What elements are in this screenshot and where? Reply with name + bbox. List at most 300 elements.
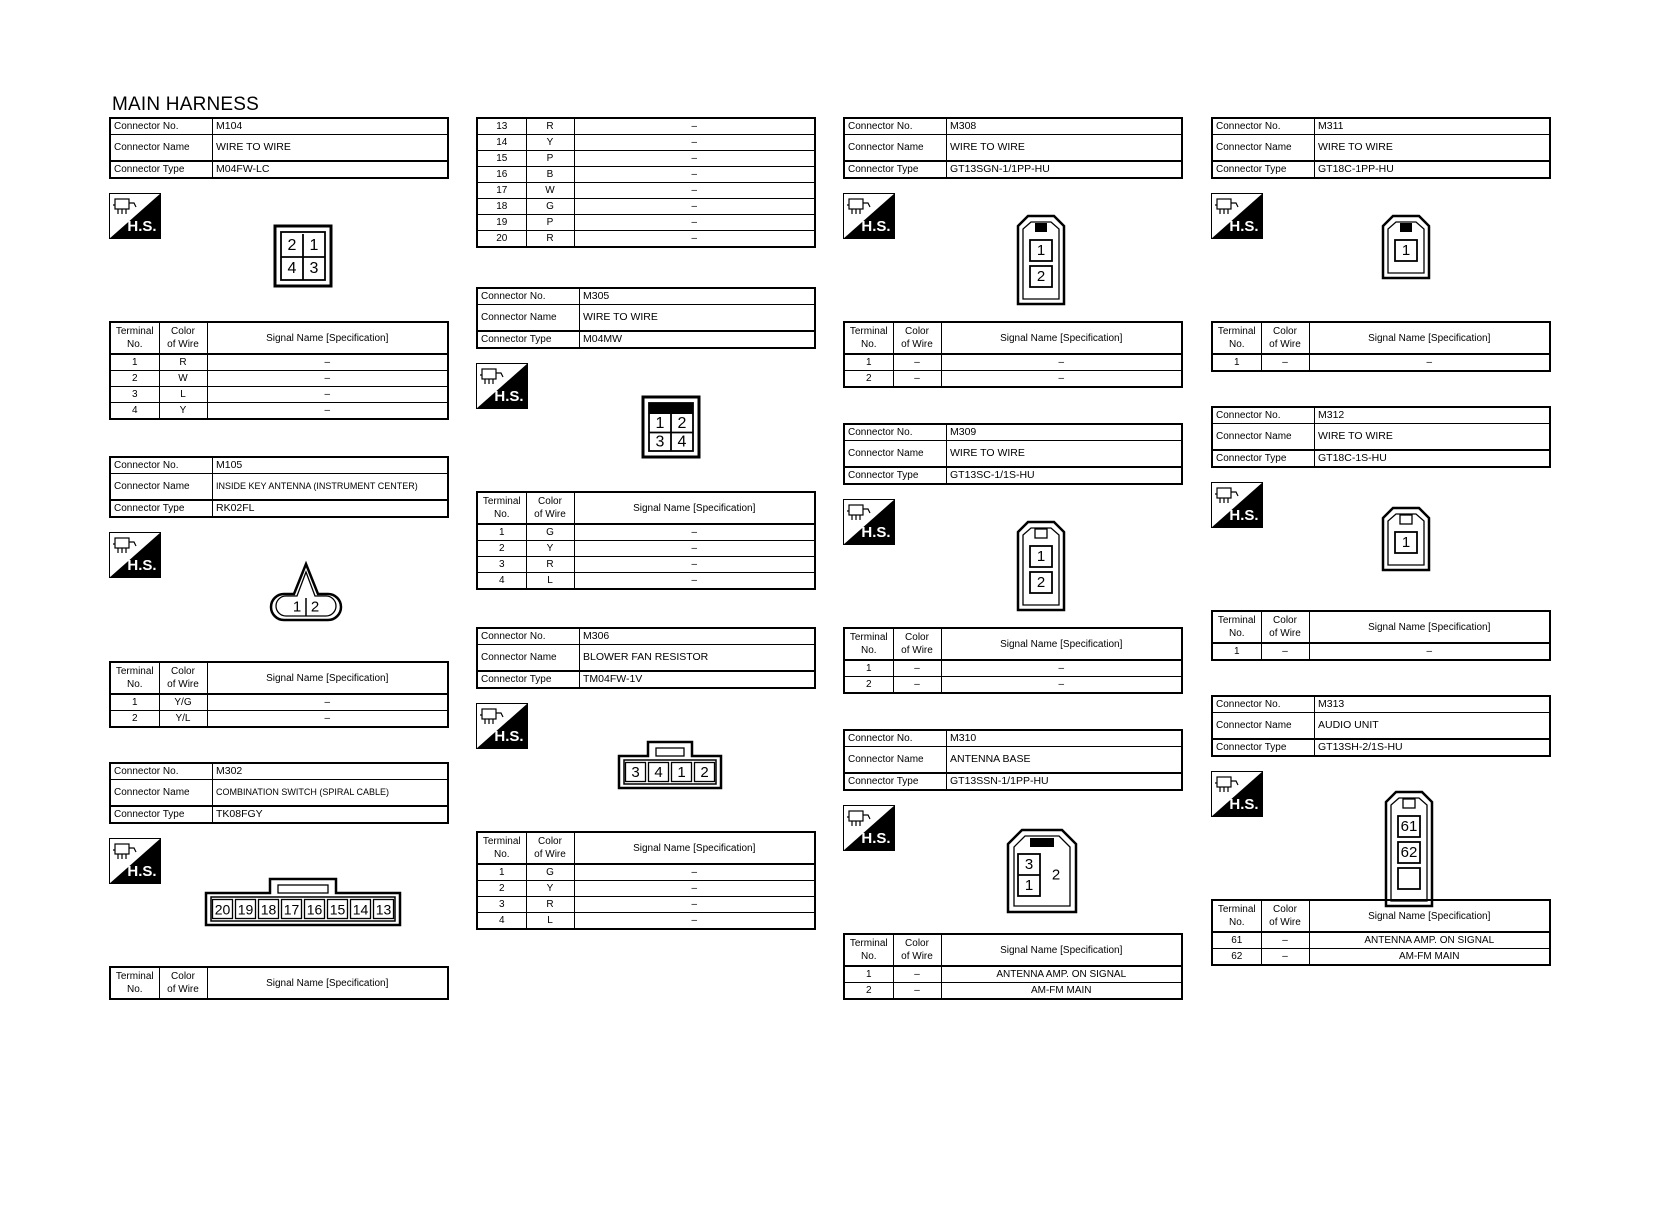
connector-name-value: WIRE TO WIRE — [947, 441, 1183, 468]
connector-face-2x2 — [641, 395, 701, 459]
signal-name-header: Signal Name [Specification] — [941, 322, 1182, 354]
connector-info-table — [843, 423, 1183, 485]
connector-name-label: Connector Name — [844, 135, 947, 162]
connector-name-label: Connector Name — [844, 747, 947, 774]
signal-name: – — [207, 403, 448, 420]
color-header-line1: Color — [538, 836, 562, 847]
terminal-header-line2: No. — [860, 951, 877, 962]
wire-color: R — [526, 118, 574, 135]
color-header-line1: Color — [905, 326, 929, 337]
signal-name: – — [207, 387, 448, 403]
cavity-number: 61 — [1400, 818, 1418, 835]
connector-type-value: GT13SGN-1/1PP-HU — [947, 161, 1183, 178]
terminal-row — [477, 557, 815, 573]
terminal-header-line2: No. — [860, 339, 877, 350]
connector-face-row-m302 — [204, 877, 402, 927]
terminal-number: 61 — [1212, 932, 1261, 949]
signal-name-header: Signal Name [Specification] — [1309, 611, 1550, 643]
terminal-row — [477, 864, 815, 881]
terminal-header-line2: No. — [126, 339, 143, 350]
terminal-header-line1: Terminal — [849, 938, 888, 949]
signal-name: – — [574, 524, 815, 541]
connector-name-row — [477, 305, 815, 332]
connector-name-label: Connector Name — [110, 474, 213, 501]
connector-no-value: M105 — [213, 457, 449, 474]
terminal-table — [109, 966, 449, 1000]
wire-color: – — [1261, 932, 1309, 949]
connector-face-vertical — [1016, 518, 1066, 612]
terminal-number: 4 — [110, 403, 159, 420]
connector-name-label: Connector Name — [844, 441, 947, 468]
terminal-row — [477, 881, 815, 897]
color-header-line1: Color — [1273, 326, 1297, 337]
terminal-row — [844, 354, 1182, 371]
terminal-row — [477, 913, 815, 930]
connector-info-table — [109, 456, 449, 518]
color-header-line2: of Wire — [1269, 339, 1301, 350]
signal-name: – — [574, 167, 815, 183]
color-of-wire-header — [1261, 900, 1309, 932]
color-header-line1: Color — [538, 496, 562, 507]
connector-name-row — [110, 474, 448, 501]
signal-name-header: Signal Name [Specification] — [1309, 322, 1550, 354]
connector-no-row — [1212, 118, 1550, 135]
terminal-row — [477, 541, 815, 557]
connector-type-row — [1212, 739, 1550, 756]
wire-color: – — [1261, 354, 1309, 371]
color-of-wire-header — [1261, 322, 1309, 354]
terminal-number: 2 — [844, 983, 893, 1000]
connector-info-table — [843, 117, 1183, 179]
connector-type-label: Connector Type — [110, 161, 213, 178]
connector-info-table — [843, 729, 1183, 791]
connector-type-value: M04MW — [580, 331, 816, 348]
connector-name-value: WIRE TO WIRE — [213, 135, 449, 162]
connector-type-row — [844, 161, 1182, 178]
terminal-no-header — [110, 322, 159, 354]
wire-color: G — [526, 524, 574, 541]
connector-type-label: Connector Type — [844, 773, 947, 790]
connector-no-row — [110, 118, 448, 135]
terminal-row — [477, 151, 815, 167]
wire-color: – — [893, 660, 941, 677]
terminal-number: 14 — [477, 135, 526, 151]
terminal-table — [843, 933, 1183, 1000]
wire-color: R — [526, 231, 574, 248]
wire-color: – — [1261, 949, 1309, 966]
cavity-number: 4 — [654, 764, 663, 781]
cavity-number: 4 — [677, 433, 687, 451]
hs-label: H.S. — [1229, 218, 1259, 235]
signal-name: AM-FM MAIN — [1309, 949, 1550, 966]
wire-color: B — [526, 167, 574, 183]
terminal-row — [477, 231, 815, 248]
connector-face-2x2 — [273, 224, 333, 288]
signal-name-header: Signal Name [Specification] — [941, 934, 1182, 966]
terminal-table-header — [1212, 900, 1550, 932]
connector-name-label: Connector Name — [1212, 713, 1315, 740]
wire-color: L — [159, 387, 207, 403]
wire-color: – — [893, 371, 941, 388]
terminal-row — [477, 135, 815, 151]
connector-latch — [1400, 223, 1412, 232]
page-title: MAIN HARNESS — [112, 94, 260, 115]
connector-no-value: M311 — [1315, 118, 1551, 135]
terminal-table — [476, 831, 816, 930]
connector-name-row — [844, 135, 1182, 162]
terminal-table-header — [110, 662, 448, 694]
color-of-wire-header — [1261, 611, 1309, 643]
signal-name: – — [941, 677, 1182, 694]
connector-type-row — [110, 161, 448, 178]
terminal-header-line2: No. — [126, 679, 143, 690]
signal-name: – — [207, 354, 448, 371]
connector-name-value: ANTENNA BASE — [947, 747, 1183, 774]
terminal-header-line2: No. — [1228, 917, 1245, 928]
connector-no-label: Connector No. — [477, 628, 580, 645]
connector-no-value: M312 — [1315, 407, 1551, 424]
connector-type-row — [1212, 161, 1550, 178]
signal-name: – — [574, 573, 815, 590]
color-of-wire-header — [159, 662, 207, 694]
connector-no-row — [844, 118, 1182, 135]
cavity-number: 1 — [1024, 877, 1034, 894]
terminal-row — [110, 354, 448, 371]
wire-color: R — [526, 897, 574, 913]
connector-type-row — [1212, 450, 1550, 467]
connector-type-value: GT13SH-2/1S-HU — [1315, 739, 1551, 756]
terminal-number: 2 — [844, 677, 893, 694]
connector-name-value: WIRE TO WIRE — [1315, 424, 1551, 451]
connector-no-value: M308 — [947, 118, 1183, 135]
connector-name-value: COMBINATION SWITCH (SPIRAL CABLE) — [213, 780, 449, 807]
color-of-wire-header — [893, 934, 941, 966]
signal-name: – — [574, 864, 815, 881]
signal-name: – — [574, 541, 815, 557]
wire-color: Y — [526, 135, 574, 151]
terminal-no-header — [844, 628, 893, 660]
wire-color: Y/G — [159, 694, 207, 711]
wire-color: P — [526, 151, 574, 167]
terminal-header-line1: Terminal — [115, 666, 154, 677]
wire-color: – — [893, 677, 941, 694]
color-of-wire-header — [159, 322, 207, 354]
terminal-number: 1 — [1212, 354, 1261, 371]
connector-name-label: Connector Name — [110, 135, 213, 162]
connector-type-row — [110, 500, 448, 517]
connector-type-value: GT13SC-1/1S-HU — [947, 467, 1183, 484]
connector-face-triangle — [268, 560, 344, 626]
connector-name-value: WIRE TO WIRE — [947, 135, 1183, 162]
cavity-number: 14 — [352, 901, 369, 918]
color-header-line1: Color — [905, 632, 929, 643]
terminal-header-line2: No. — [860, 645, 877, 656]
terminal-row — [477, 573, 815, 590]
terminal-number: 4 — [477, 573, 526, 590]
connector-no-label: Connector No. — [1212, 118, 1315, 135]
color-header-line2: of Wire — [901, 951, 933, 962]
connector-latch — [1030, 838, 1054, 847]
terminal-row — [110, 711, 448, 728]
cavity-number: 2 — [287, 237, 297, 254]
terminal-number: 19 — [477, 215, 526, 231]
connector-type-label: Connector Type — [110, 806, 213, 823]
signal-name: ANTENNA AMP. ON SIGNAL — [1309, 932, 1550, 949]
connector-no-value: M313 — [1315, 696, 1551, 713]
connector-name-row — [844, 441, 1182, 468]
terminal-header-line1: Terminal — [482, 496, 521, 507]
harness-side-icon — [476, 363, 528, 409]
connector-no-label: Connector No. — [110, 763, 213, 780]
wire-color: – — [893, 354, 941, 371]
harness-side-icon — [843, 499, 895, 545]
connector-name-value: AUDIO UNIT — [1315, 713, 1551, 740]
terminal-table — [1211, 610, 1551, 661]
terminal-no-header — [477, 492, 526, 524]
connector-name-row — [1212, 424, 1550, 451]
wire-color: Y/L — [159, 711, 207, 728]
terminal-header-line1: Terminal — [115, 326, 154, 337]
connector-no-row — [477, 628, 815, 645]
terminal-number: 18 — [477, 199, 526, 215]
terminal-header-line2: No. — [493, 509, 510, 520]
connector-no-label: Connector No. — [1212, 696, 1315, 713]
terminal-number: 1 — [477, 524, 526, 541]
terminal-number: 62 — [1212, 949, 1261, 966]
wire-color: Y — [526, 541, 574, 557]
cavity-number: 13 — [375, 901, 392, 918]
cavity-number: 1 — [655, 414, 665, 432]
signal-name: – — [574, 118, 815, 135]
connector-no-row — [1212, 407, 1550, 424]
terminal-row — [1212, 643, 1550, 660]
signal-name: – — [574, 913, 815, 930]
wire-color: Y — [159, 403, 207, 420]
wire-color: W — [159, 371, 207, 387]
connector-no-value: M104 — [213, 118, 449, 135]
terminal-table — [843, 321, 1183, 388]
connector-no-label: Connector No. — [110, 457, 213, 474]
connector-no-value: M302 — [213, 763, 449, 780]
connector-type-value: GT13SSN-1/1PP-HU — [947, 773, 1183, 790]
connector-name-row — [844, 747, 1182, 774]
connector-no-row — [477, 288, 815, 305]
terminal-row — [477, 118, 815, 135]
terminal-row — [844, 983, 1182, 1000]
terminal-number: 1 — [1212, 643, 1261, 660]
terminal-header-line1: Terminal — [1217, 615, 1256, 626]
connector-type-label: Connector Type — [477, 671, 580, 688]
terminal-number: 3 — [110, 387, 159, 403]
connector-name-label: Connector Name — [477, 305, 580, 332]
terminal-no-header — [1212, 322, 1261, 354]
cavity-number: 1 — [1401, 534, 1411, 551]
hs-label: H.S. — [127, 557, 157, 574]
cavity-number: 1 — [677, 764, 686, 781]
terminal-no-header — [844, 322, 893, 354]
harness-side-icon — [843, 193, 895, 239]
terminal-row — [477, 897, 815, 913]
connector-type-row — [844, 773, 1182, 790]
cavity-number: 19 — [237, 901, 254, 918]
wire-color: P — [526, 215, 574, 231]
terminal-table-header — [1212, 322, 1550, 354]
color-header-line2: of Wire — [1269, 917, 1301, 928]
connector-type-value: TM04FW-1V — [580, 671, 816, 688]
connector-info-table — [476, 627, 816, 689]
hs-label: H.S. — [861, 218, 891, 235]
harness-side-icon — [1211, 193, 1263, 239]
signal-name: – — [574, 881, 815, 897]
connector-no-row — [844, 730, 1182, 747]
terminal-table-header — [844, 628, 1182, 660]
terminal-header-line2: No. — [126, 984, 143, 995]
connector-face-vertical — [1381, 504, 1431, 572]
connector-info-table — [1211, 695, 1551, 757]
color-header-line2: of Wire — [534, 509, 566, 520]
signal-name: – — [1309, 643, 1550, 660]
connector-type-row — [477, 331, 815, 348]
cavity-number: 2 — [700, 764, 709, 781]
hs-label: H.S. — [861, 830, 891, 847]
wire-color: L — [526, 913, 574, 930]
connector-type-row — [477, 671, 815, 688]
connector-type-label: Connector Type — [110, 500, 213, 517]
connector-face-vertical — [1381, 212, 1431, 280]
connector-name-value: WIRE TO WIRE — [580, 305, 816, 332]
connector-latch — [649, 403, 693, 414]
terminal-row — [477, 215, 815, 231]
connector-name-row — [1212, 713, 1550, 740]
harness-side-icon — [109, 193, 161, 239]
wire-color: G — [526, 864, 574, 881]
cavity-number: 1 — [292, 598, 302, 616]
connector-type-value: GT18C-1PP-HU — [1315, 161, 1551, 178]
wire-color: – — [893, 966, 941, 983]
hs-label: H.S. — [494, 388, 524, 405]
terminal-number: 4 — [477, 913, 526, 930]
connector-no-row — [844, 424, 1182, 441]
terminal-number: 2 — [844, 371, 893, 388]
harness-side-icon — [1211, 771, 1263, 817]
wire-color: G — [526, 199, 574, 215]
connector-face-vertical — [1384, 788, 1434, 908]
terminal-table-header — [1212, 611, 1550, 643]
cavity-number: 1 — [1401, 242, 1411, 259]
hs-label: H.S. — [494, 728, 524, 745]
connector-no-value: M306 — [580, 628, 816, 645]
connector-type-value: M04FW-LC — [213, 161, 449, 178]
cavity-number: 2 — [1036, 268, 1046, 285]
terminal-row — [477, 199, 815, 215]
connector-no-row — [110, 457, 448, 474]
terminal-table — [109, 321, 449, 420]
connector-name-row — [110, 135, 448, 162]
connector-no-row — [110, 763, 448, 780]
connector-no-value: M305 — [580, 288, 816, 305]
terminal-header-line1: Terminal — [482, 836, 521, 847]
connector-type-label: Connector Type — [477, 331, 580, 348]
signal-name: – — [574, 151, 815, 167]
terminal-table — [476, 491, 816, 590]
terminal-table — [476, 117, 816, 248]
connector-info-table — [109, 762, 449, 824]
connector-type-row — [844, 467, 1182, 484]
terminal-header-line1: Terminal — [1217, 904, 1256, 915]
connector-info-table — [1211, 406, 1551, 468]
signal-name: – — [574, 183, 815, 199]
color-header-line2: of Wire — [167, 679, 199, 690]
connector-type-label: Connector Type — [1212, 161, 1315, 178]
cavity-number: 20 — [214, 901, 231, 918]
terminal-row — [477, 524, 815, 541]
color-header-line2: of Wire — [167, 984, 199, 995]
color-header-line1: Color — [171, 971, 195, 982]
terminal-row — [844, 677, 1182, 694]
connector-type-value: RK02FL — [213, 500, 449, 517]
connector-name-row — [1212, 135, 1550, 162]
connector-type-row — [110, 806, 448, 823]
hs-label: H.S. — [1229, 796, 1259, 813]
terminal-row — [1212, 949, 1550, 966]
connector-name-row — [477, 645, 815, 672]
connector-type-label: Connector Type — [844, 161, 947, 178]
terminal-row — [844, 966, 1182, 983]
wire-color: L — [526, 573, 574, 590]
terminal-number: 1 — [110, 694, 159, 711]
color-header-line1: Color — [1273, 904, 1297, 915]
wire-color: R — [159, 354, 207, 371]
connector-info-table — [476, 287, 816, 349]
terminal-no-header — [110, 967, 159, 999]
terminal-number: 1 — [477, 864, 526, 881]
wire-color: Y — [526, 881, 574, 897]
terminal-row — [110, 387, 448, 403]
hs-label: H.S. — [127, 218, 157, 235]
terminal-table-header — [110, 967, 448, 999]
color-header-line1: Color — [171, 666, 195, 677]
signal-name-header: Signal Name [Specification] — [1309, 900, 1550, 932]
signal-name: – — [941, 371, 1182, 388]
connector-name-value: INSIDE KEY ANTENNA (INSTRUMENT CENTER) — [213, 474, 449, 501]
connector-no-label: Connector No. — [844, 424, 947, 441]
wire-color: R — [526, 557, 574, 573]
terminal-table-header — [477, 832, 815, 864]
signal-name-header: Signal Name [Specification] — [207, 322, 448, 354]
cavity-number: 2 — [1051, 866, 1061, 884]
terminal-table — [109, 661, 449, 728]
terminal-number: 20 — [477, 231, 526, 248]
terminal-number: 1 — [844, 354, 893, 371]
color-header-line1: Color — [905, 938, 929, 949]
signal-name: – — [574, 557, 815, 573]
cavity-number: 62 — [1400, 844, 1418, 861]
color-of-wire-header — [526, 832, 574, 864]
connector-no-label: Connector No. — [1212, 407, 1315, 424]
terminal-number: 17 — [477, 183, 526, 199]
harness-side-icon — [109, 532, 161, 578]
terminal-row — [477, 167, 815, 183]
signal-name: – — [941, 660, 1182, 677]
harness-side-icon — [109, 838, 161, 884]
signal-name: – — [574, 135, 815, 151]
color-header-line2: of Wire — [901, 339, 933, 350]
connector-outline — [1018, 522, 1064, 610]
connector-name-label: Connector Name — [477, 645, 580, 672]
connector-name-label: Connector Name — [1212, 135, 1315, 162]
terminal-row — [844, 660, 1182, 677]
signal-name: – — [941, 354, 1182, 371]
